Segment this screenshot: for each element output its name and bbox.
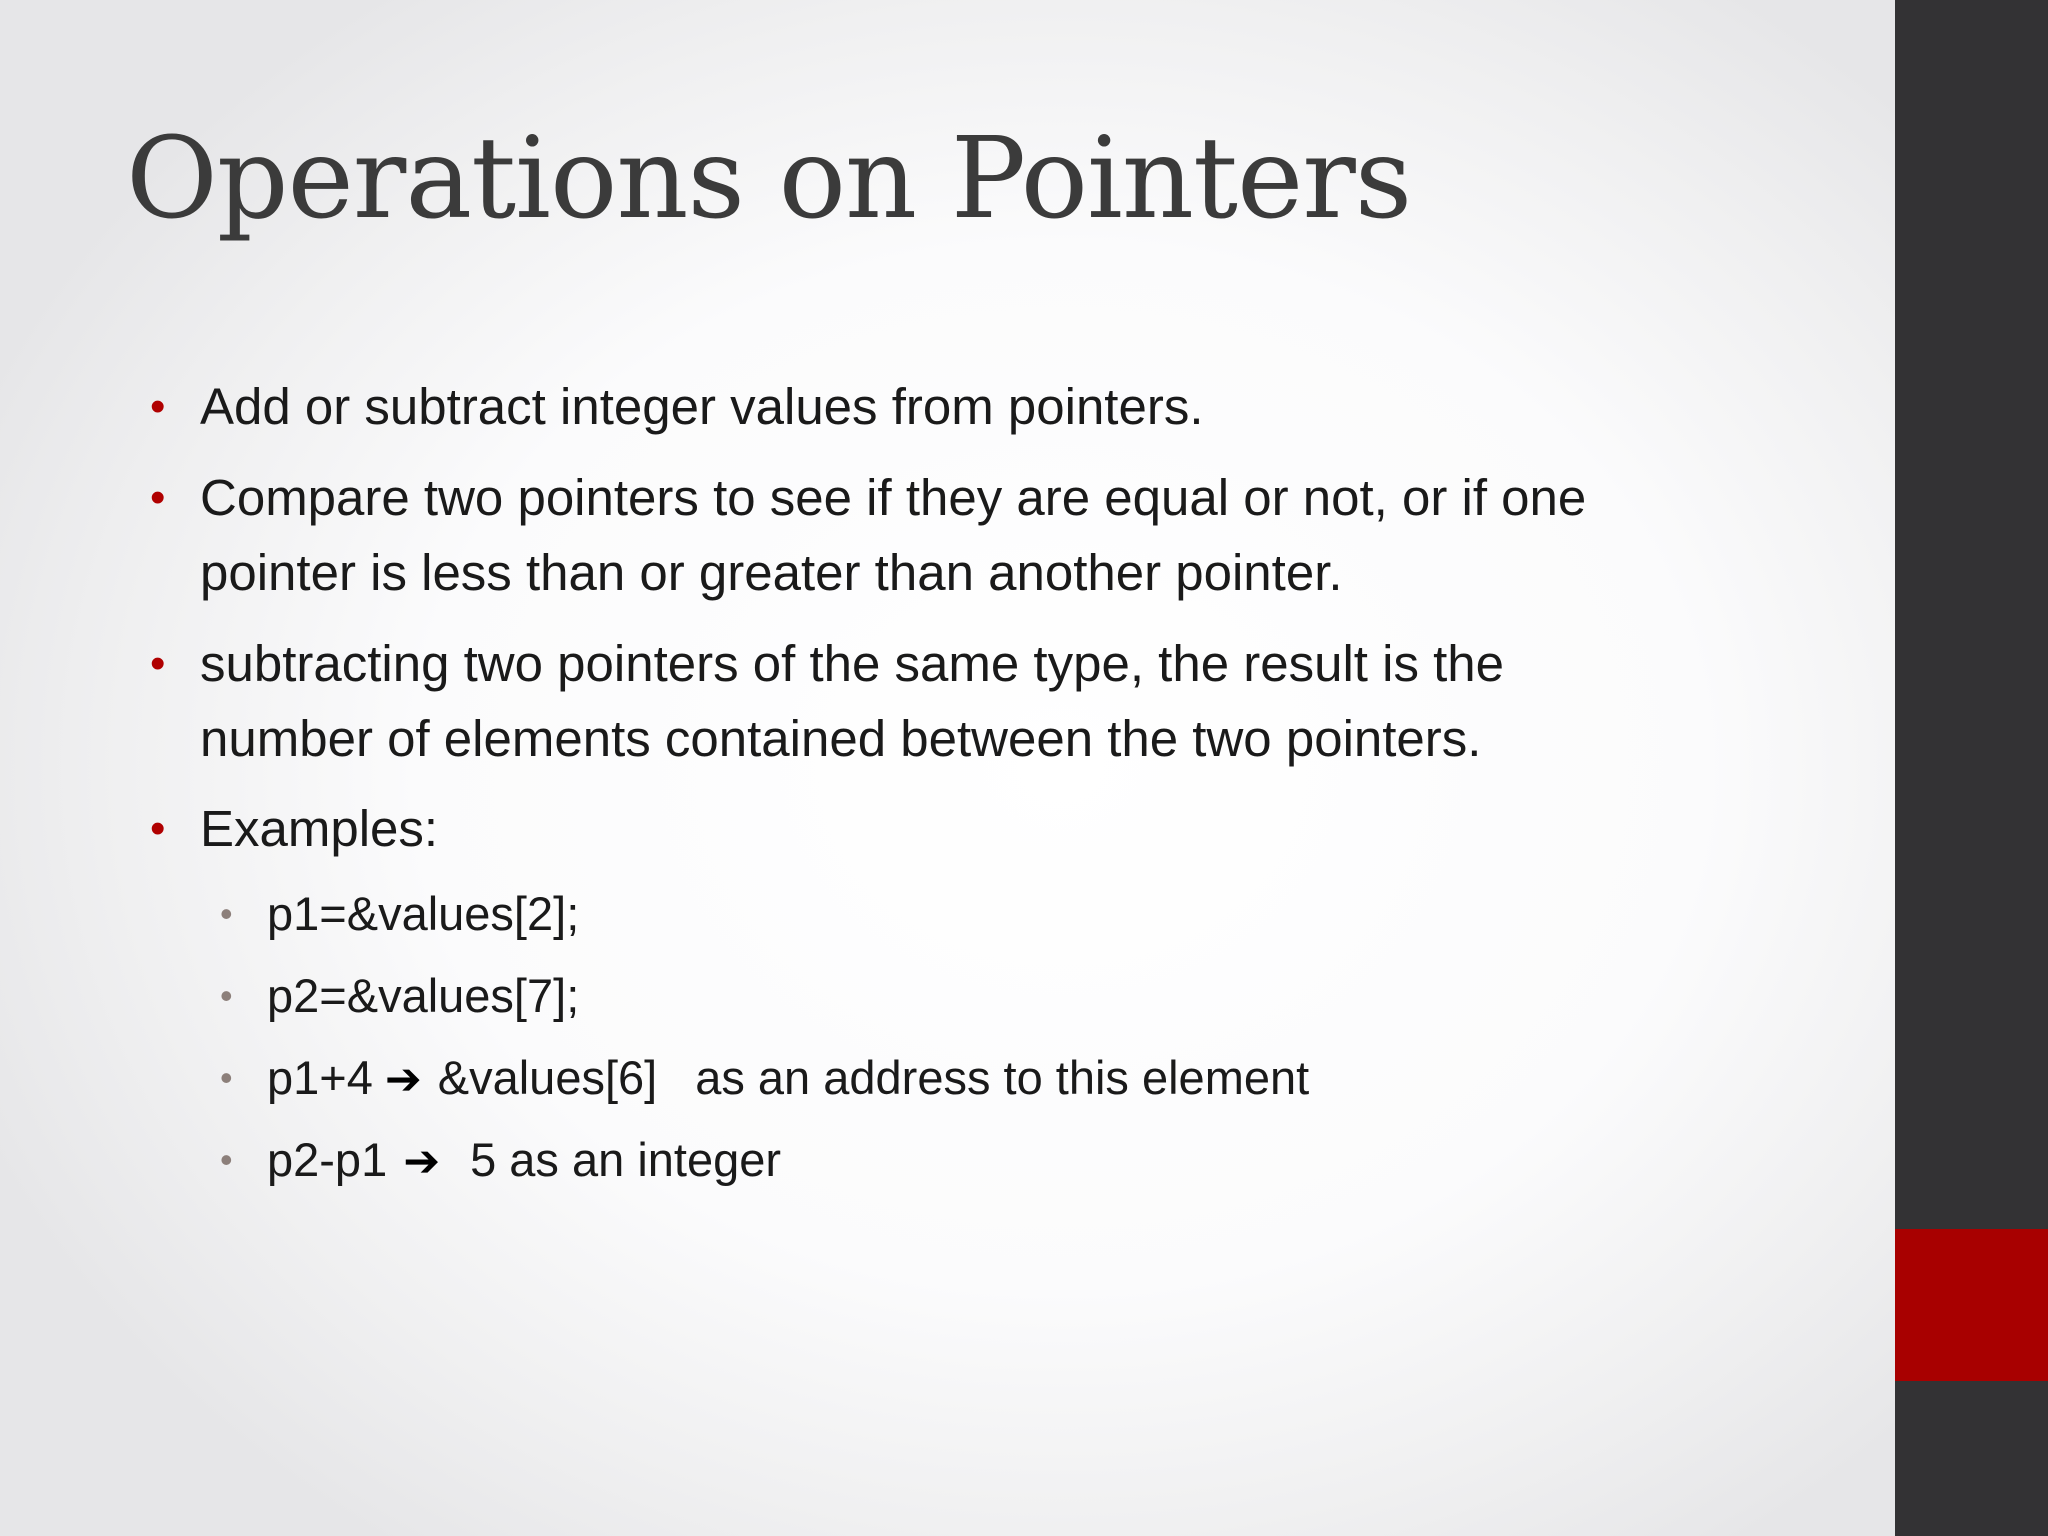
sub-bullet-dot-icon: • [220,1139,233,1180]
bullet-text: Add or subtract integer values from pointers. [200,378,1204,435]
sub-bullet-dot-icon: • [220,893,233,934]
bullet-item-compare [150,460,1800,610]
bullet-item-examples [150,791,1800,866]
example-item-p1-plus-4 [220,1043,1767,1115]
example-expression: p1+4 [267,1051,373,1104]
example-item-p1 [220,879,1767,949]
example-item-p2 [220,961,1767,1031]
bullet-text-line-2: pointer is less than or greater than another pointer. [200,544,1343,601]
example-code: p2=&values[7]; [267,969,580,1022]
bullet-text-line-1: subtracting two pointers of the same type, the result is the [200,635,1505,692]
bullet-dot-icon: • [150,473,166,522]
example-expression: p2-p1 [267,1133,388,1186]
decorative-sidebar [1895,0,2048,1536]
sub-bullet-dot-icon: • [220,975,233,1016]
bullet-text-line-2: number of elements contained between the two pointers. [200,710,1482,767]
sub-bullet-dot-icon: • [220,1057,233,1098]
bullet-text-line-1: Compare two pointers to see if they are equal or not, or if one [200,469,1587,526]
bullet-text: Examples: [200,800,439,857]
example-result: &values[6] [437,1051,658,1104]
bullet-item-subtracting [150,626,1800,776]
bullet-dot-icon: • [150,804,166,853]
bullet-item-add-subtract [150,369,1800,444]
bold-right-arrow-icon: ➔ [384,1054,422,1105]
bullet-dot-icon: • [150,382,166,431]
slide-title: Operations on Pointers [126,114,1412,244]
bold-right-arrow-icon: ➔ [403,1136,441,1187]
example-result: 5 as an integer [470,1133,782,1186]
example-note: as an address to this element [695,1051,1310,1104]
example-code: p1=&values[2]; [267,887,580,940]
sidebar-accent-block [1895,1229,2048,1381]
bullet-dot-icon: • [150,639,166,688]
example-item-p2-minus-p1 [220,1125,1767,1197]
